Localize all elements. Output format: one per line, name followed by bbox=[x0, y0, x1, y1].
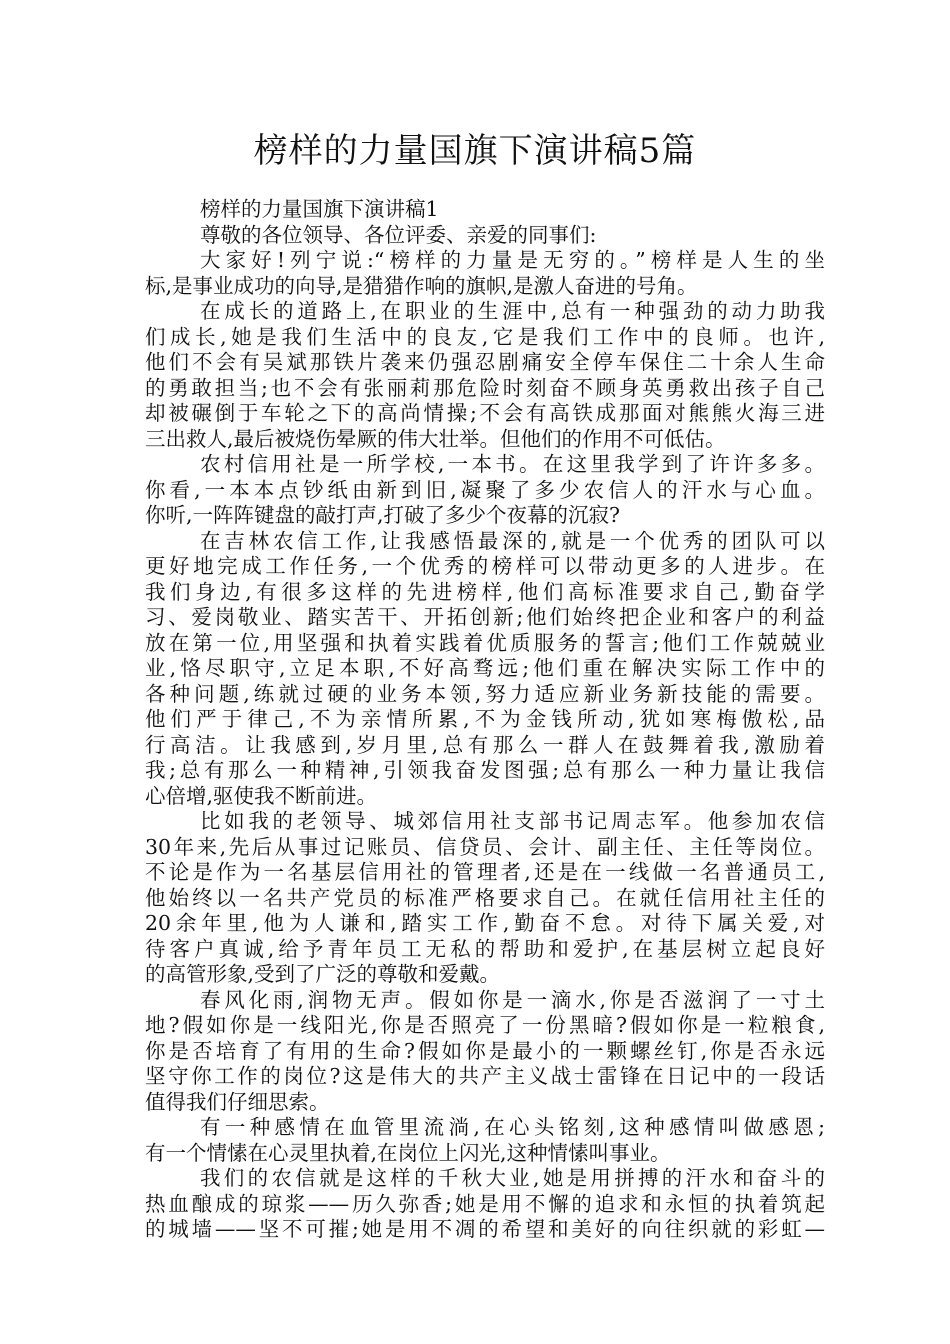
text-line: 地?假如你是一线阳光,你是否照亮了一份黑暗?假如你是一粒粮食, bbox=[145, 1013, 825, 1037]
text-line: 他们严于律己,不为亲情所累,不为金钱所动,犹如寒梅傲松,品 bbox=[145, 707, 825, 731]
text-line: 在成长的道路上,在职业的生涯中,总有一种强劲的动力助我 bbox=[200, 299, 825, 323]
text-line: 坚守你工作的岗位?这是伟大的共产主义战士雷锋在日记中的一段话 bbox=[145, 1064, 825, 1088]
text-line: 有一种感情在血管里流淌,在心头铭刻,这种感情叫做感恩; bbox=[200, 1115, 825, 1139]
text-line: 他始终以一名共产党员的标准严格要求自己。在就任信用社主任的 bbox=[145, 885, 825, 910]
text-line: 标,是事业成功的向导,是猎猎作响的旗帜,是激人奋进的号角。 bbox=[145, 273, 698, 298]
text-line: 榜样的力量国旗下演讲稿1 bbox=[200, 197, 439, 221]
text-line: 你看,一本本点钞纸由新到旧,凝聚了多少农信人的汗水与心血。 bbox=[145, 477, 825, 502]
text-line: 他们不会有吴斌那铁片袭来仍强忍剧痛安全停车保住二十余人生命 bbox=[145, 350, 825, 374]
text-line: 却被碾倒于车轮之下的高尚情操;不会有高铁成那面对熊熊火海三进 bbox=[145, 401, 825, 425]
page-title: 榜样的力量国旗下演讲稿5篇 bbox=[253, 131, 697, 171]
text-line: 有一个情愫在心灵里执着,在岗位上闪光,这种情愫叫事业。 bbox=[145, 1140, 671, 1165]
text-line: 的城墙——坚不可摧;她是用不凋的希望和美好的向往织就的彩虹— bbox=[145, 1217, 825, 1241]
text-line: 我;总有那么一种精神,引领我奋发图强;总有那么一种力量让我信 bbox=[145, 758, 825, 782]
text-line: 农村信用社是一所学校,一本书。在这里我学到了许许多多。 bbox=[200, 452, 825, 476]
text-line: 春风化雨,润物无声。假如你是一滴水,你是否滋润了一寸土 bbox=[200, 987, 825, 1012]
text-line: 大家好!列宁说:“榜样的力量是无穷的。”榜样是人生的坐 bbox=[200, 248, 825, 272]
text-line: 30年来,先后从事过记账员、信贷员、会计、副主任、主任等岗位。 bbox=[145, 834, 825, 859]
text-line: 你是否培育了有用的生命?假如你是最小的一颗螺丝钉,你是否永远 bbox=[145, 1038, 825, 1063]
text-line: 20余年里,他为人谦和,踏实工作,勤奋不怠。对待下属关爱,对 bbox=[145, 911, 825, 935]
text-line: 业,恪尽职守,立足本职,不好高骛远;他们重在解决实际工作中的 bbox=[145, 656, 825, 680]
text-line: 待客户真诚,给予青年员工无私的帮助和爱护,在基层树立起良好 bbox=[145, 936, 825, 961]
text-line: 的勇敢担当;也不会有张丽莉那危险时刻奋不顾身英勇救出孩子自己 bbox=[145, 375, 825, 400]
text-line: 更好地完成工作任务,一个优秀的榜样可以带动更多的人进步。在 bbox=[145, 554, 825, 578]
text-line: 值得我们仔细思索。 bbox=[145, 1089, 330, 1114]
text-line: 的高管形象,受到了广泛的尊敬和爱戴。 bbox=[145, 962, 501, 986]
text-line: 各种问题,练就过硬的业务本领,努力适应新业务新技能的需要。 bbox=[145, 681, 825, 706]
text-line: 在吉林农信工作,让我感悟最深的,就是一个优秀的团队可以 bbox=[200, 528, 825, 553]
text-line: 你听,一阵阵键盘的敲打声,打破了多少个夜幕的沉寂? bbox=[145, 503, 621, 527]
text-line: 我们的农信就是这样的千秋大业,她是用拼搏的汗水和奋斗的 bbox=[200, 1166, 825, 1190]
text-line: 习、爱岗敬业、踏实苦干、开拓创新;他们始终把企业和客户的利益 bbox=[145, 605, 825, 629]
text-line: 们成长,她是我们生活中的良友,它是我们工作中的良师。也许, bbox=[145, 324, 825, 349]
text-line: 尊敬的各位领导、各位评委、亲爱的同事们: bbox=[200, 222, 597, 247]
document-body bbox=[145, 197, 825, 1243]
text-line: 心倍增,驱使我不断前进。 bbox=[145, 783, 378, 808]
text-line: 我们身边,有很多这样的先进榜样,他们高标准要求自己,勤奋学 bbox=[145, 579, 825, 604]
text-line: 行高洁。让我感到,岁月里,总有那么一群人在鼓舞着我,激励着 bbox=[145, 732, 825, 757]
text-line: 放在第一位,用坚强和执着实践着优质服务的誓言;他们工作兢兢业 bbox=[145, 630, 825, 655]
text-line: 不论是作为一名基层信用社的管理者,还是在一线做一名普通员工, bbox=[145, 860, 825, 884]
text-line: 热血酿成的琼浆——历久弥香;她是用不懈的追求和永恒的执着筑起 bbox=[145, 1191, 825, 1216]
text-line: 比如我的老领导、城郊信用社支部书记周志军。他参加农信 bbox=[200, 809, 825, 833]
text-line: 三出救人,最后被烧伤晕厥的伟大壮举。但他们的作用不可低估。 bbox=[145, 426, 726, 451]
